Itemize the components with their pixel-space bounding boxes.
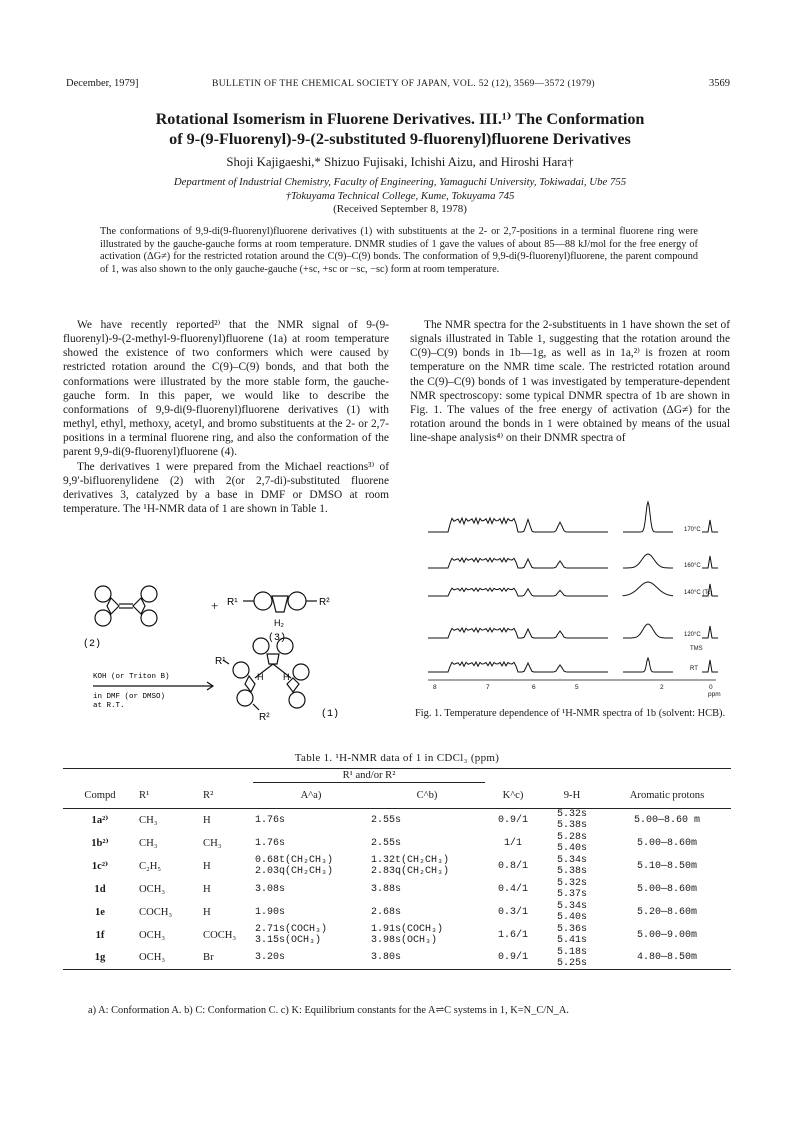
cell-line: 1.91s(COCH₃) xyxy=(371,924,444,935)
article-title xyxy=(60,109,740,149)
cell-h xyxy=(541,809,603,832)
cell-a xyxy=(253,832,369,855)
cell-line: 3.20s xyxy=(255,952,286,964)
cell-r1: C₂H₅ xyxy=(139,860,162,872)
paragraph-preparation: The derivatives 1 were prepared from the Michael reactions³⁾ of 9,9′-bifluorenylidene (2) with 2(or 2,7-di)-substituted fluorene derivatives 3, catalyzed by a base in DMF or DMSO at room temperature. The ¹H-NMR data of 1 are shown in Table 1. xyxy=(63,460,389,516)
cell-r2: H xyxy=(203,906,211,918)
cell-line: 1.76s xyxy=(255,814,286,826)
cell-line: 3.08s xyxy=(255,883,286,895)
cell-arom: 5.00—8.60m xyxy=(636,883,697,895)
table-row xyxy=(63,878,731,901)
tms-signal xyxy=(702,660,718,672)
temp-label-160: 160°C xyxy=(684,563,701,569)
tick-6: 6 xyxy=(532,684,536,691)
cell-line: 5.32s xyxy=(556,878,587,889)
cell-line: 2.03q(CH₂CH₃) xyxy=(255,866,334,877)
cell-c xyxy=(369,924,485,947)
figure-dnmr xyxy=(408,500,730,700)
cell-arom: 5.10—8.50m xyxy=(636,860,697,872)
paragraph-intro: We have recently reported²⁾ that the NMR signal of 9-(9-fluorenyl)-9-(2-methyl-9-fluorenyl)fluorene (1a) at room temperature showed the existence of two conformers which were caused by restricted rotation around the C(9)–C(9) bonds, and that both the conformations were illustrated by the more stable form, the gauche-gauche form. In this paper, we would like to describe the conformations of 9,9-di(9-fluorenyl)fluorene derivatives (1) with methyl, ethyl, methoxy, acetyl, and bromo substituents at the 2- or 2,7-positions in a terminal fluorene ring, and also the conformation of the parent 9,9-di(9-fluorenyl)fluorene (4). xyxy=(63,319,389,459)
cell-h xyxy=(541,901,603,924)
nmr-data-table xyxy=(63,768,731,970)
reaction-scheme xyxy=(63,580,403,725)
reagent-label: KOH (or Triton B) xyxy=(93,673,170,681)
col-r1: R¹ xyxy=(139,789,150,801)
page-number: 3569 xyxy=(709,78,730,89)
cell-line: 3.15s(OCH₃) xyxy=(255,935,322,946)
spectrum-trace xyxy=(428,518,608,532)
cell-line: 5.41s xyxy=(556,935,587,946)
cell-arom: 5.00—8.60 m xyxy=(603,809,731,832)
cell-r1: OCH₃ xyxy=(137,947,201,970)
cell-c xyxy=(369,901,485,924)
cell-line: 1.76s xyxy=(255,837,286,849)
cell-line: 5.40s xyxy=(556,912,587,923)
cell-h xyxy=(541,855,603,878)
cell-line: 3.98s(OCH₃) xyxy=(371,935,438,946)
methyl-signal xyxy=(623,624,673,638)
temp-label-120: 120°C xyxy=(684,632,701,638)
cell-r2: H xyxy=(203,860,211,872)
table-title: Table 1. ¹H-NMR data of 1 in CDCl₃ (ppm) xyxy=(294,752,500,764)
received-date: (Received September 8, 1978) xyxy=(333,203,467,215)
cell-k: 0.4/1 xyxy=(497,883,528,895)
temp-label-170: 170°C xyxy=(684,527,701,533)
cell-h xyxy=(541,878,603,901)
cell-a xyxy=(253,947,369,970)
cell-c xyxy=(369,878,485,901)
cell-h xyxy=(541,947,603,970)
label-r1-product: R¹ xyxy=(215,656,226,667)
cell-r2: H xyxy=(201,809,253,832)
table-row xyxy=(63,901,731,924)
cell-a xyxy=(253,924,369,947)
cell-r1: COCH₃ xyxy=(139,906,173,918)
tick-8: 8 xyxy=(433,684,437,691)
cell-a xyxy=(253,855,369,878)
table-row xyxy=(63,924,731,947)
condition-solvent: in DMF (or DMSO) xyxy=(93,693,166,701)
header-journal: BULLETIN OF THE CHEMICAL SOCIETY OF JAPAN, VOL. 52 (12), 3569—3572 (1979) xyxy=(212,78,595,89)
spectrum-trace xyxy=(428,588,608,596)
col-aromatic: Aromatic protons xyxy=(629,789,705,801)
tms-signal xyxy=(702,520,718,532)
methyl-signal xyxy=(623,658,673,672)
plus-sign: + xyxy=(211,598,219,613)
cell-a xyxy=(253,878,369,901)
cell-arom: 5.00—8.60m xyxy=(636,837,697,849)
tms-label: TMS xyxy=(690,646,703,652)
cell-k: 0.9/1 xyxy=(485,809,541,832)
label-r1: R¹ xyxy=(227,597,238,608)
cell-h xyxy=(541,832,603,855)
cell-line: 1.90s xyxy=(255,906,286,918)
label-h-left: H xyxy=(257,672,264,682)
cell-c xyxy=(369,809,485,832)
running-header xyxy=(66,78,730,94)
cell-arom: 5.20—8.60m xyxy=(636,906,697,918)
temp-label-140: 140°C (Tc) xyxy=(684,590,713,596)
label-compound-1: (1) xyxy=(321,709,340,720)
col-a: A^a) xyxy=(253,783,369,809)
cell-line: 5.37s xyxy=(556,889,587,900)
cell-compd: 1b²⁾ xyxy=(91,838,109,849)
cell-arom: 4.80—8.50m xyxy=(603,947,731,970)
cell-r2: H xyxy=(203,883,211,895)
body-left-column xyxy=(63,318,389,516)
cell-line: 2.71s(COCH₃) xyxy=(255,924,328,935)
cell-k: 0.3/1 xyxy=(497,906,528,918)
spectrum-trace xyxy=(428,628,608,638)
cell-line: 0.68t(CH₂CH₃) xyxy=(255,855,334,866)
cell-line: 1.32t(CH₂CH₃) xyxy=(371,855,450,866)
cell-r2: Br xyxy=(201,947,253,970)
cell-c xyxy=(369,947,485,970)
spectrum-trace xyxy=(428,662,608,672)
figure-caption: Fig. 1. Temperature dependence of ¹H-NMR spectra of 1b (solvent: HCB). xyxy=(415,708,726,719)
label-h-right: H xyxy=(283,672,290,682)
condition-temperature: at R.T. xyxy=(93,702,125,710)
spectrum-trace xyxy=(428,558,608,568)
cell-line: 5.34s xyxy=(556,901,587,912)
col-compd: Compd xyxy=(84,789,116,801)
cell-a xyxy=(253,809,369,832)
product-structure xyxy=(223,638,309,710)
paragraph-nmr: The NMR spectra for the 2-substituents in 1 have shown the set of signals illustrated in Table 1, suggesting that the rotation around the C(9)–C(9) bonds in 1b—1g, as well as in 1a,²⁾ is frozen at room temperature on the NMR time scale. The restricted rotation around the C(9)–C(9) bonds of 1 was investigated by temperature-dependent NMR spectroscopy: some typical DNMR spectra of 1b are shown in Fig. 1. The values of the free energy of activation (ΔG≠) for the rotation around the bonds in 1 were obtained by means of the usual line-shape analysis⁴⁾ on their DNMR spectra of xyxy=(410,319,730,445)
cell-k: 0.9/1 xyxy=(485,947,541,970)
cell-r2: COCH₃ xyxy=(203,929,237,941)
cell-c xyxy=(369,855,485,878)
cell-line: 2.83q(CH₂CH₃) xyxy=(371,866,450,877)
group-header: R¹ and/or R² xyxy=(253,769,485,783)
col-k: K^c) xyxy=(502,789,524,801)
tick-2: 2 xyxy=(660,684,664,691)
title-line-1: Rotational Isomerism in Fluorene Derivatives. III.¹⁾ The Conformation xyxy=(155,110,645,128)
cell-line: 5.38s xyxy=(556,866,587,877)
tick-5: 5 xyxy=(575,684,579,691)
cell-line: 5.36s xyxy=(556,924,587,935)
affiliation-line-1: Department of Industrial Chemistry, Faculty of Engineering, Yamaguchi University, Tokiwadai, Ube 755 xyxy=(173,176,627,188)
cell-line: 2.68s xyxy=(371,906,402,918)
table-footnote: a) A: Conformation A. b) C: Conformation C. c) K: Equilibrium constants for the A⇌C systems in 1, K=N_C/N_A. xyxy=(88,1005,569,1016)
cell-line: 2.55s xyxy=(371,814,402,826)
table-row xyxy=(63,832,731,855)
table-row xyxy=(63,947,731,970)
fluorene-structure xyxy=(243,592,317,612)
label-h2: H₂ xyxy=(274,618,284,628)
cell-compd: 1c²⁾ xyxy=(91,861,109,872)
cell-compd: 1a²⁾ xyxy=(63,809,137,832)
cell-line: 5.18s xyxy=(556,946,587,958)
label-compound-2: (2) xyxy=(83,639,102,650)
cell-line: 5.25s xyxy=(556,957,587,969)
abstract: The conformations of 9,9-di(9-fluorenyl)fluorene derivatives (1) with substituents at the 2- or 2,7-positions in a terminal fluorene ring were illustrated by the gauche-gauche forms at room temperature. DNMR studies of 1 gave the values of about 85—88 kJ/mol for the free energy of activation (ΔG≠) for the restricted rotation around the C(9)–C(9) bonds. The conformation of 9,9-di(9-fluorenyl)fluorene, the parent compound of 1, was also shown to the only gauche-gauche (+sc, +sc or −sc, −sc) form at room temperature. xyxy=(100,226,698,275)
cell-r1: CH₃ xyxy=(137,809,201,832)
title-line-2: of 9-(9-Fluorenyl)-9-(2-substituted 9-fluorenyl)fluorene Derivatives xyxy=(169,130,631,148)
cell-compd: 1g xyxy=(63,947,137,970)
label-r2-product: R² xyxy=(259,712,270,723)
scheme-drawing xyxy=(63,580,403,725)
table-row xyxy=(63,809,731,832)
cell-c xyxy=(369,832,485,855)
cell-compd: 1d xyxy=(94,883,106,895)
tms-signal xyxy=(702,556,718,568)
affiliation-line-2: †Tokuyama Technical College, Kume, Tokuyama 745 xyxy=(285,190,515,202)
cell-h xyxy=(541,924,603,947)
methyl-signal xyxy=(623,502,673,532)
table-row xyxy=(63,855,731,878)
cell-line: 5.34s xyxy=(556,855,587,866)
cell-line: 3.80s xyxy=(371,952,402,964)
col-r2: R² xyxy=(203,789,214,801)
affiliation xyxy=(60,175,740,203)
methyl-signal xyxy=(623,554,673,568)
label-r2: R² xyxy=(319,597,330,608)
col-c: C^b) xyxy=(369,783,485,809)
col-9h: 9-H xyxy=(563,789,581,801)
cell-line: 5.28s xyxy=(556,832,587,843)
tms-signal xyxy=(702,626,718,638)
header-date: December, 1979] xyxy=(66,78,139,89)
cell-compd: 1e xyxy=(95,906,105,918)
cell-line: 2.55s xyxy=(371,837,402,849)
tick-7: 7 xyxy=(486,684,490,691)
body-right-column xyxy=(410,318,730,445)
cell-line: 3.88s xyxy=(371,883,402,895)
cell-r1: OCH₃ xyxy=(139,883,166,895)
cell-k: 0.8/1 xyxy=(497,860,528,872)
cell-arom: 5.00—9.00m xyxy=(636,929,697,941)
cell-line: 5.32s xyxy=(556,809,587,821)
ppm-label: ppm xyxy=(708,691,721,698)
bifluorenylidene-structure xyxy=(95,586,157,626)
temp-label-rt: RT xyxy=(690,666,698,672)
cell-k: 1/1 xyxy=(503,837,522,849)
cell-r1: CH₃ xyxy=(139,837,158,849)
cell-r2: CH₃ xyxy=(203,837,222,849)
label-compound-3: (3) xyxy=(268,633,287,644)
cell-line: 5.40s xyxy=(556,843,587,854)
cell-line: 5.38s xyxy=(556,820,587,832)
authors: Shoji Kajigaeshi,* Shizuo Fujisaki, Ichishi Aizu, and Hiroshi Hara† xyxy=(226,155,574,169)
methyl-signal xyxy=(623,582,673,596)
cell-compd: 1f xyxy=(95,929,105,941)
tick-0: 0 xyxy=(709,684,713,691)
cell-a xyxy=(253,901,369,924)
dnmr-spectra xyxy=(408,500,730,700)
cell-k: 1.6/1 xyxy=(497,929,528,941)
cell-r1: OCH₃ xyxy=(139,929,166,941)
